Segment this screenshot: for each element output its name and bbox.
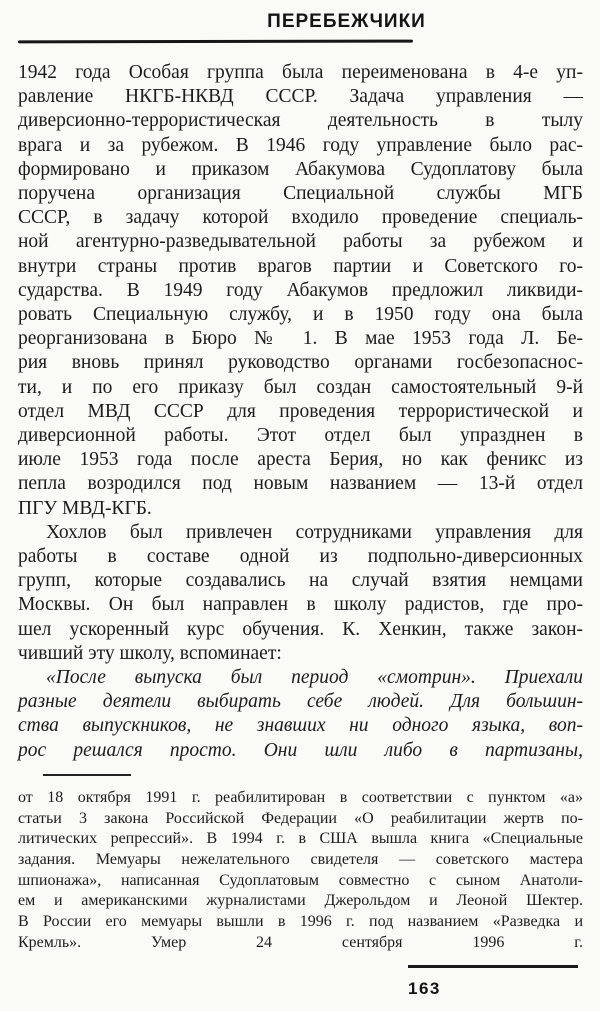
body-line: чивший эту школу, вспоминает: xyxy=(18,642,282,664)
body-line: поручена организация Специальной службы МГБ xyxy=(18,183,583,205)
body-line: ПГУ МВД-КГБ. xyxy=(18,497,152,519)
body-line: реорганизована в Бюро № 1. В мае 1953 года Л. Бе- xyxy=(18,328,583,350)
page-content xyxy=(0,11,600,954)
body-line: отдел МВД СССР для проведения террористической и xyxy=(18,400,583,422)
body-line: внутри страны против врагов партии и Советского го- xyxy=(18,255,583,277)
footnote-separator-rule xyxy=(43,774,131,776)
body-line: формировано и приказом Абакумова Судоплатову была xyxy=(18,158,583,180)
body-line: разные деятели выбирать себе людей. Для большин- xyxy=(18,691,583,713)
body-line: ной агентурно-разведывательной работы за рубежом и xyxy=(18,231,583,253)
footnote-line: В России его мемуары вышли в 1996 г. под названием «Разведка и xyxy=(18,913,583,931)
body-line: равление НКГБ-НКВД СССР. Задача управления — xyxy=(18,86,583,108)
body-line: диверсионно-террористическая деятельность в тылу xyxy=(18,110,583,132)
body-line: сударства. В 1949 году Абакумов предложил ликвиди- xyxy=(18,279,583,301)
footnote-line: от 18 октября 1991 г. реабилитирован в соответствии с пунктом «а» xyxy=(18,788,583,806)
footnote-line: шпионажа», написанная Судоплатовым совместно с сыном Анатоли- xyxy=(18,871,583,889)
body-line: июле 1953 года после ареста Берия, но как феникс из xyxy=(18,449,583,471)
footnote-line: Кремль». Умер 24 сентября 1996 г. xyxy=(18,933,583,951)
body-line: врага и за рубежом. В 1946 году управление было рас- xyxy=(18,134,583,156)
running-head-title: ПЕРЕБЕЖЧИКИ xyxy=(267,11,426,32)
bottom-rule xyxy=(408,965,578,968)
body-line: «После выпуска был период «смотрин». Приехали xyxy=(46,667,583,689)
body-line: ства выпускников, не знавших ни одного языка, воп- xyxy=(18,715,583,737)
footnote-line: литических репрессий». В 1994 г. в США вышла книга «Специальные xyxy=(18,830,583,848)
body-line: Москвы. Он был направлен в школу радистов, где про- xyxy=(18,594,583,616)
footnote-line: ем и американскими журналистами Джерольдом и Леоной Шектер. xyxy=(18,892,583,910)
body-line: шел ускоренный курс обучения. К. Хенкин, также закон- xyxy=(18,618,583,640)
body-line: пепла возродился под новым названием — 13-й отдел xyxy=(18,473,583,495)
body-line: ровать Специальную службу, и в 1950 году она была xyxy=(18,304,583,326)
body-line: Хохлов был привлечен сотрудниками управления для xyxy=(46,521,583,543)
body-line: групп, которые создавались на случай взятия немцами xyxy=(18,570,583,592)
page-number: 163 xyxy=(408,979,441,998)
body-line: работы в составе одной из подпольно-диверсионных xyxy=(18,546,583,568)
body-line: ти, и по его приказу был создан самостоятельный 9-й xyxy=(18,376,583,398)
footnote-line: задания. Мемуары нежелательного свидетеля — советского мастера xyxy=(18,851,583,868)
footnote-text xyxy=(18,788,583,954)
body-line: СССР, в задачу которой входило проведение специаль- xyxy=(18,207,583,229)
header-rule xyxy=(18,40,413,44)
body-line: диверсионной работы. Этот отдел был упразднен в xyxy=(18,425,583,447)
body-line: 1942 года Особая группа была переименована в 4-е уп- xyxy=(18,62,583,83)
body-text xyxy=(18,61,583,763)
body-line: рос решался просто. Они шли либо в партизаны, xyxy=(18,739,583,761)
footnote-line: статьи 3 закона Российской Федерации «О реабилитации жертв по- xyxy=(18,809,583,827)
body-line: рия вновь принял руководство органами госбезопаснос- xyxy=(18,352,583,374)
